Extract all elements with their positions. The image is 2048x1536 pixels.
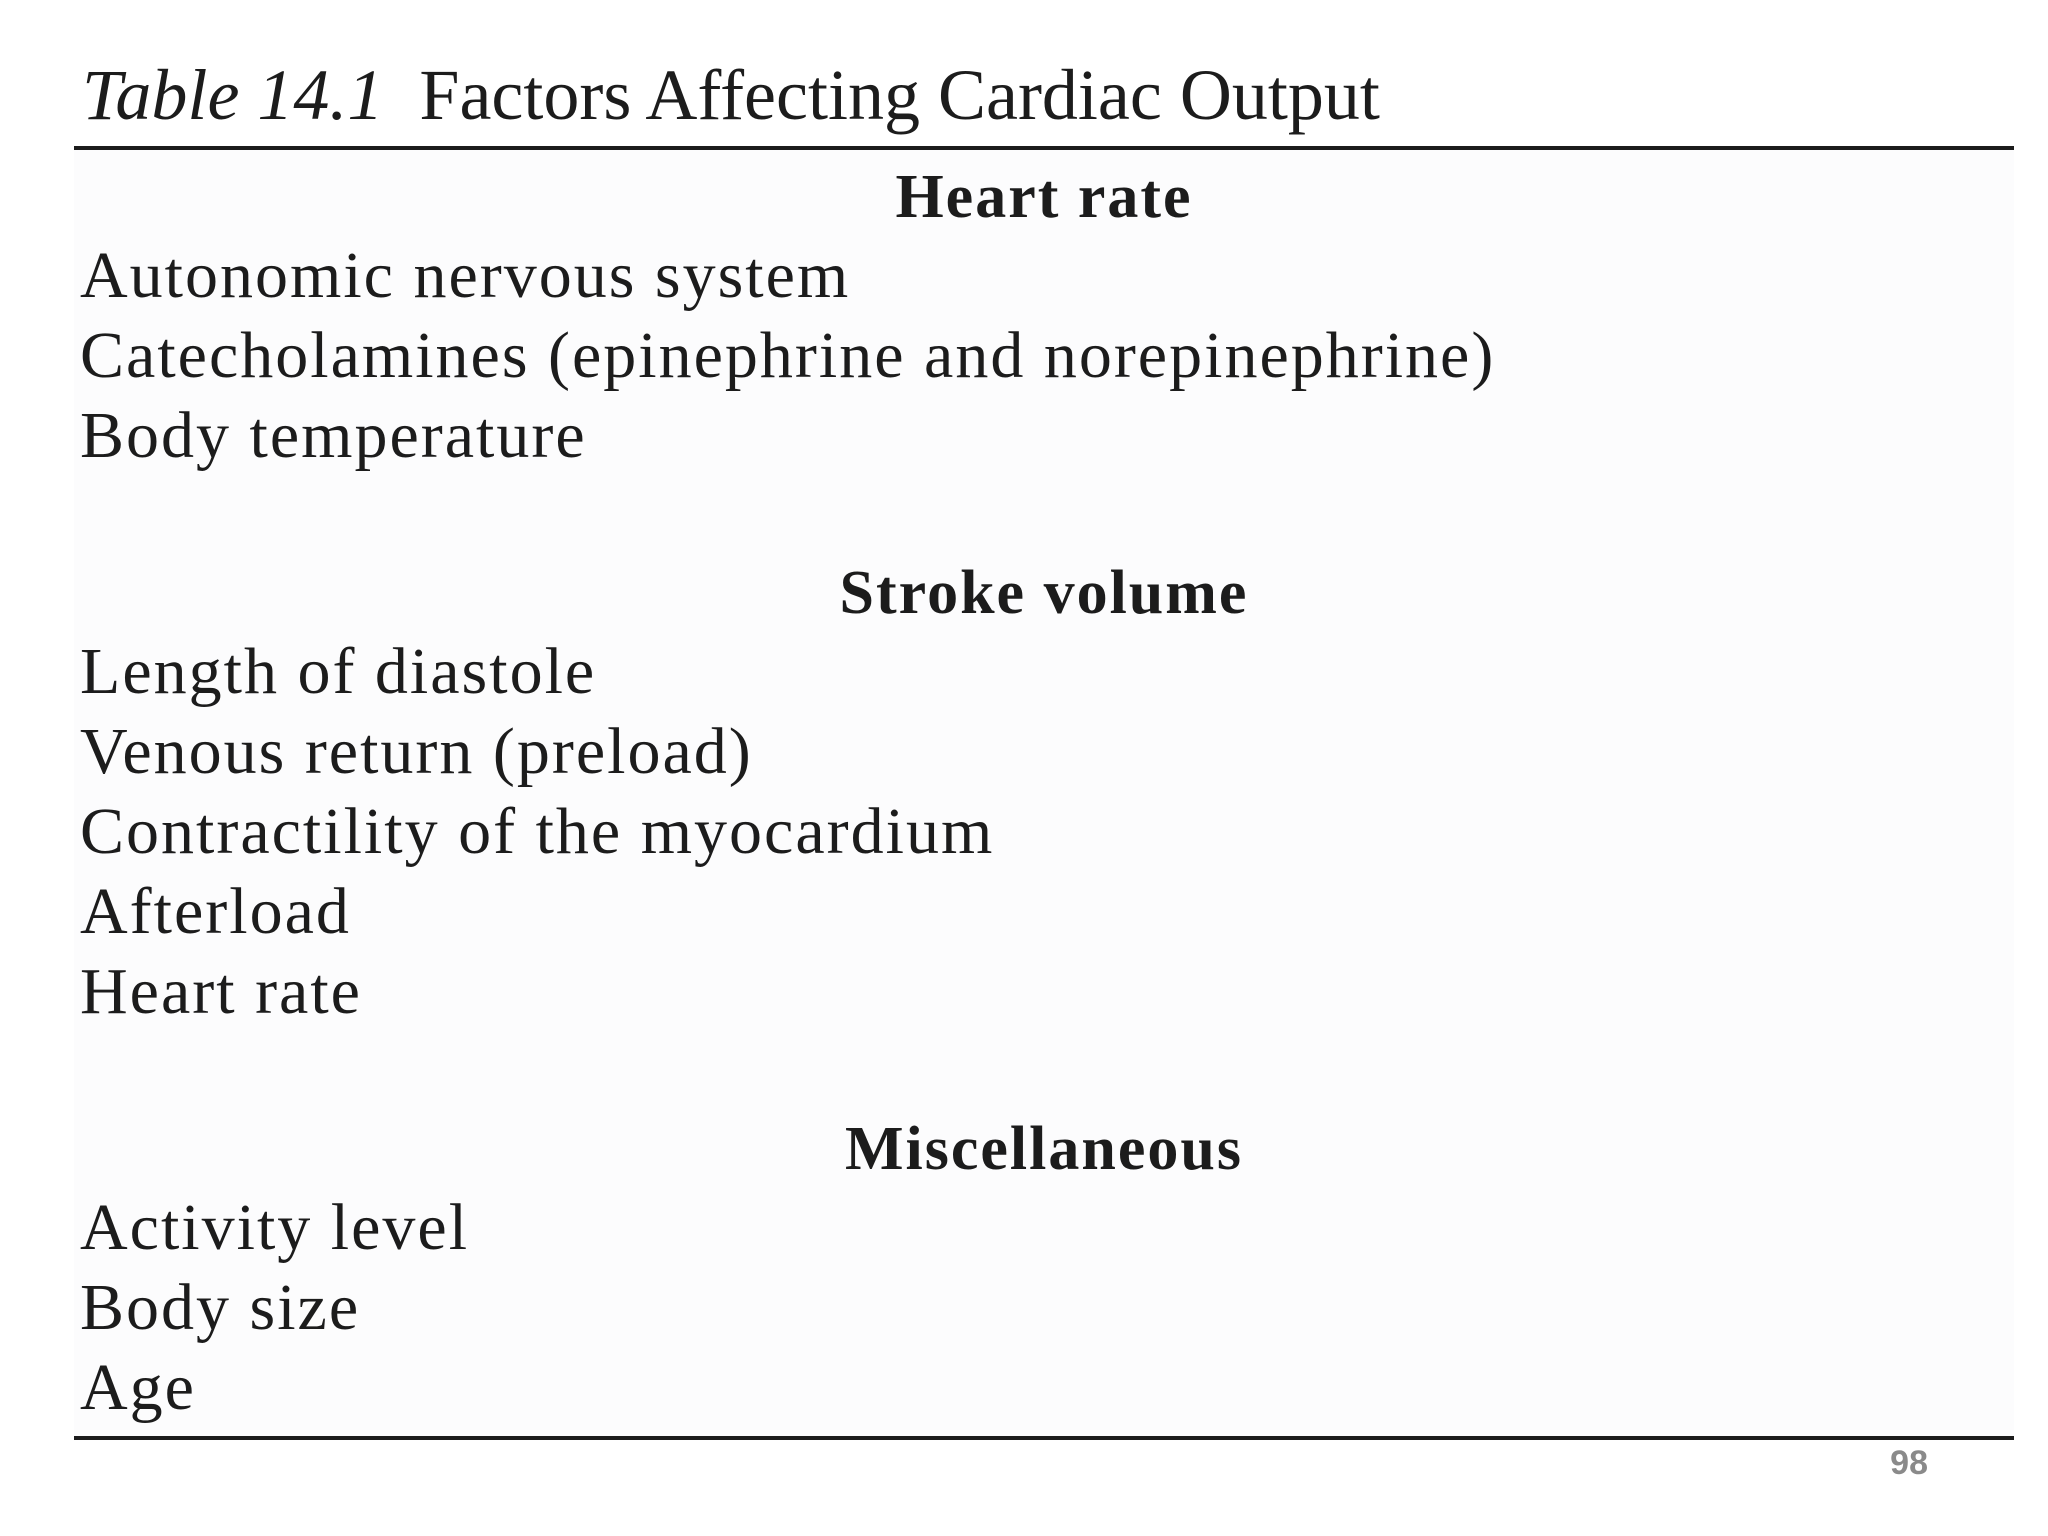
section-spacer: [74, 1032, 2014, 1110]
table-caption-number: Table 14.1: [82, 55, 384, 135]
table-body: [74, 150, 2014, 1436]
table-caption-title: Factors Affecting Cardiac Output: [419, 55, 1380, 135]
list-item: Autonomic nervous system: [80, 239, 851, 312]
list-item: Body temperature: [80, 399, 587, 472]
page-number: 98: [1890, 1444, 1928, 1482]
factors-table: [74, 50, 2014, 1440]
list-item: Body size: [80, 1271, 361, 1344]
section-spacer: [74, 476, 2014, 554]
table-caption: [74, 50, 2014, 146]
list-item: Venous return (preload): [80, 715, 753, 788]
list-item: Length of diastole: [80, 635, 597, 708]
table-bottom-rule: [74, 1436, 2014, 1440]
list-item: Afterload: [80, 875, 351, 948]
list-item: Contractility of the myocardium: [80, 795, 995, 868]
list-item: Heart rate: [80, 955, 362, 1028]
list-item: Catecholamines (epinephrine and norepinephrine): [80, 319, 1496, 392]
section-heading-heart-rate: Heart rate: [895, 163, 1193, 231]
list-item: Activity level: [80, 1191, 470, 1264]
section-heading-miscellaneous: Miscellaneous: [845, 1115, 1243, 1183]
section-heading-stroke-volume: Stroke volume: [839, 559, 1249, 627]
list-item: Age: [80, 1351, 196, 1424]
